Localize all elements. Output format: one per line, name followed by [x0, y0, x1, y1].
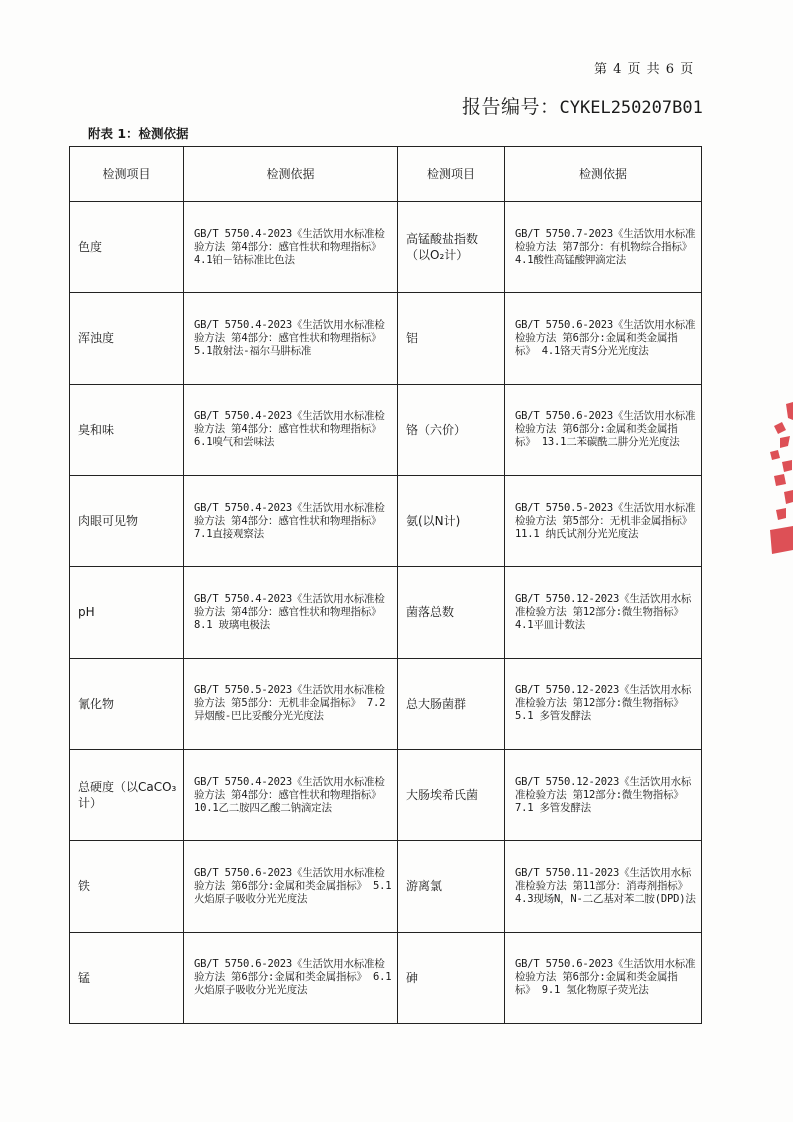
table-row	[70, 293, 702, 384]
page-number: 第 4 页 共 6 页	[594, 62, 695, 77]
test-item: 铬（六价）	[398, 384, 505, 475]
report-number-code: CYKEL250207B01	[559, 98, 703, 118]
test-item: 浑浊度	[70, 293, 184, 384]
header-test-item-2: 检测项目	[398, 147, 505, 202]
test-basis: GB/T 5750.5-2023《生活饮用水标准检验方法 第5部分：无机非金属指标》 11.1 纳氏试剂分光光度法	[505, 475, 702, 566]
test-basis: GB/T 5750.6-2023《生活饮用水标准检验方法 第6部分:金属和类金属指标》 5.1 火焰原子吸收分光光度法	[184, 841, 398, 932]
test-basis: GB/T 5750.12-2023《生活饮用水标准检验方法 第12部分:微生物指标》 7.1 多管发酵法	[505, 749, 702, 840]
table-row	[70, 567, 702, 658]
test-item: 色度	[70, 202, 184, 293]
seal-mark	[770, 402, 793, 554]
test-item: 砷	[398, 932, 505, 1023]
table-row	[70, 384, 702, 475]
test-basis: GB/T 5750.4-2023《生活饮用水标准检验方法 第4部分：感官性状和物理指标》 10.1乙二胺四乙酸二钠滴定法	[184, 749, 398, 840]
test-basis: GB/T 5750.4-2023《生活饮用水标准检验方法 第4部分：感官性状和物理指标》 4.1铂－钴标准比色法	[184, 202, 398, 293]
report-number-label: 报告编号：	[462, 96, 560, 118]
test-basis: GB/T 5750.12-2023《生活饮用水标准检验方法 第12部分:微生物指标》 5.1 多管发酵法	[505, 658, 702, 749]
test-item: 总硬度（以CaCO₃计）	[70, 749, 184, 840]
detection-basis-table	[69, 146, 702, 1024]
test-item: 铁	[70, 841, 184, 932]
test-item: 氰化物	[70, 658, 184, 749]
table-row	[70, 658, 702, 749]
table-row	[70, 475, 702, 566]
test-item: 高锰酸盐指数（以O₂计）	[398, 202, 505, 293]
table-row	[70, 749, 702, 840]
test-item: 铝	[398, 293, 505, 384]
test-item: 菌落总数	[398, 567, 505, 658]
test-basis: GB/T 5750.6-2023《生活饮用水标准检验方法 第6部分:金属和类金属指标》 9.1 氢化物原子荧光法	[505, 932, 702, 1023]
test-basis: GB/T 5750.11-2023《生活饮用水标准检验方法 第11部分：消毒剂指标》 4.3现场N，N-二乙基对苯二胺(DPD)法	[505, 841, 702, 932]
test-basis: GB/T 5750.6-2023《生活饮用水标准检验方法 第6部分:金属和类金属指标》 4.1铬天青S分光光度法	[505, 293, 702, 384]
test-item: 游离氯	[398, 841, 505, 932]
header-test-item-1: 检测项目	[70, 147, 184, 202]
table-caption: 附表 1：检测依据	[88, 126, 189, 141]
test-item: 臭和味	[70, 384, 184, 475]
test-item: 氨(以N计)	[398, 475, 505, 566]
test-basis: GB/T 5750.6-2023《生活饮用水标准检验方法 第6部分:金属和类金属指标》 13.1二苯碳酰二肼分光光度法	[505, 384, 702, 475]
test-item: 锰	[70, 932, 184, 1023]
table-header-row	[70, 147, 702, 202]
header-test-basis-1: 检测依据	[184, 147, 398, 202]
report-number	[462, 92, 702, 119]
table-row	[70, 202, 702, 293]
test-item: 总大肠菌群	[398, 658, 505, 749]
test-basis: GB/T 5750.12-2023《生活饮用水标准检验方法 第12部分:微生物指标》 4.1平皿计数法	[505, 567, 702, 658]
test-basis: GB/T 5750.6-2023《生活饮用水标准检验方法 第6部分:金属和类金属指标》 6.1火焰原子吸收分光光度法	[184, 932, 398, 1023]
seal-stamp-fragment	[762, 400, 793, 560]
test-basis: GB/T 5750.4-2023《生活饮用水标准检验方法 第4部分：感官性状和物理指标》 7.1直接观察法	[184, 475, 398, 566]
table-row	[70, 932, 702, 1023]
test-item: 大肠埃希氏菌	[398, 749, 505, 840]
test-basis: GB/T 5750.7-2023《生活饮用水标准检验方法 第7部分：有机物综合指标》 4.1酸性高锰酸钾滴定法	[505, 202, 702, 293]
header-test-basis-2: 检测依据	[505, 147, 702, 202]
test-basis: GB/T 5750.4-2023《生活饮用水标准检验方法 第4部分：感官性状和物理指标》 8.1 玻璃电极法	[184, 567, 398, 658]
test-basis: GB/T 5750.4-2023《生活饮用水标准检验方法 第4部分：感官性状和物理指标》 6.1嗅气和尝味法	[184, 384, 398, 475]
test-item: pH	[70, 567, 184, 658]
test-basis: GB/T 5750.5-2023《生活饮用水标准检验方法 第5部分：无机非金属指标》 7.2异烟酸-巴比妥酸分光光度法	[184, 658, 398, 749]
test-basis: GB/T 5750.4-2023《生活饮用水标准检验方法 第4部分：感官性状和物理指标》 5.1散射法-福尔马肼标准	[184, 293, 398, 384]
table-row	[70, 841, 702, 932]
test-item: 肉眼可见物	[70, 475, 184, 566]
